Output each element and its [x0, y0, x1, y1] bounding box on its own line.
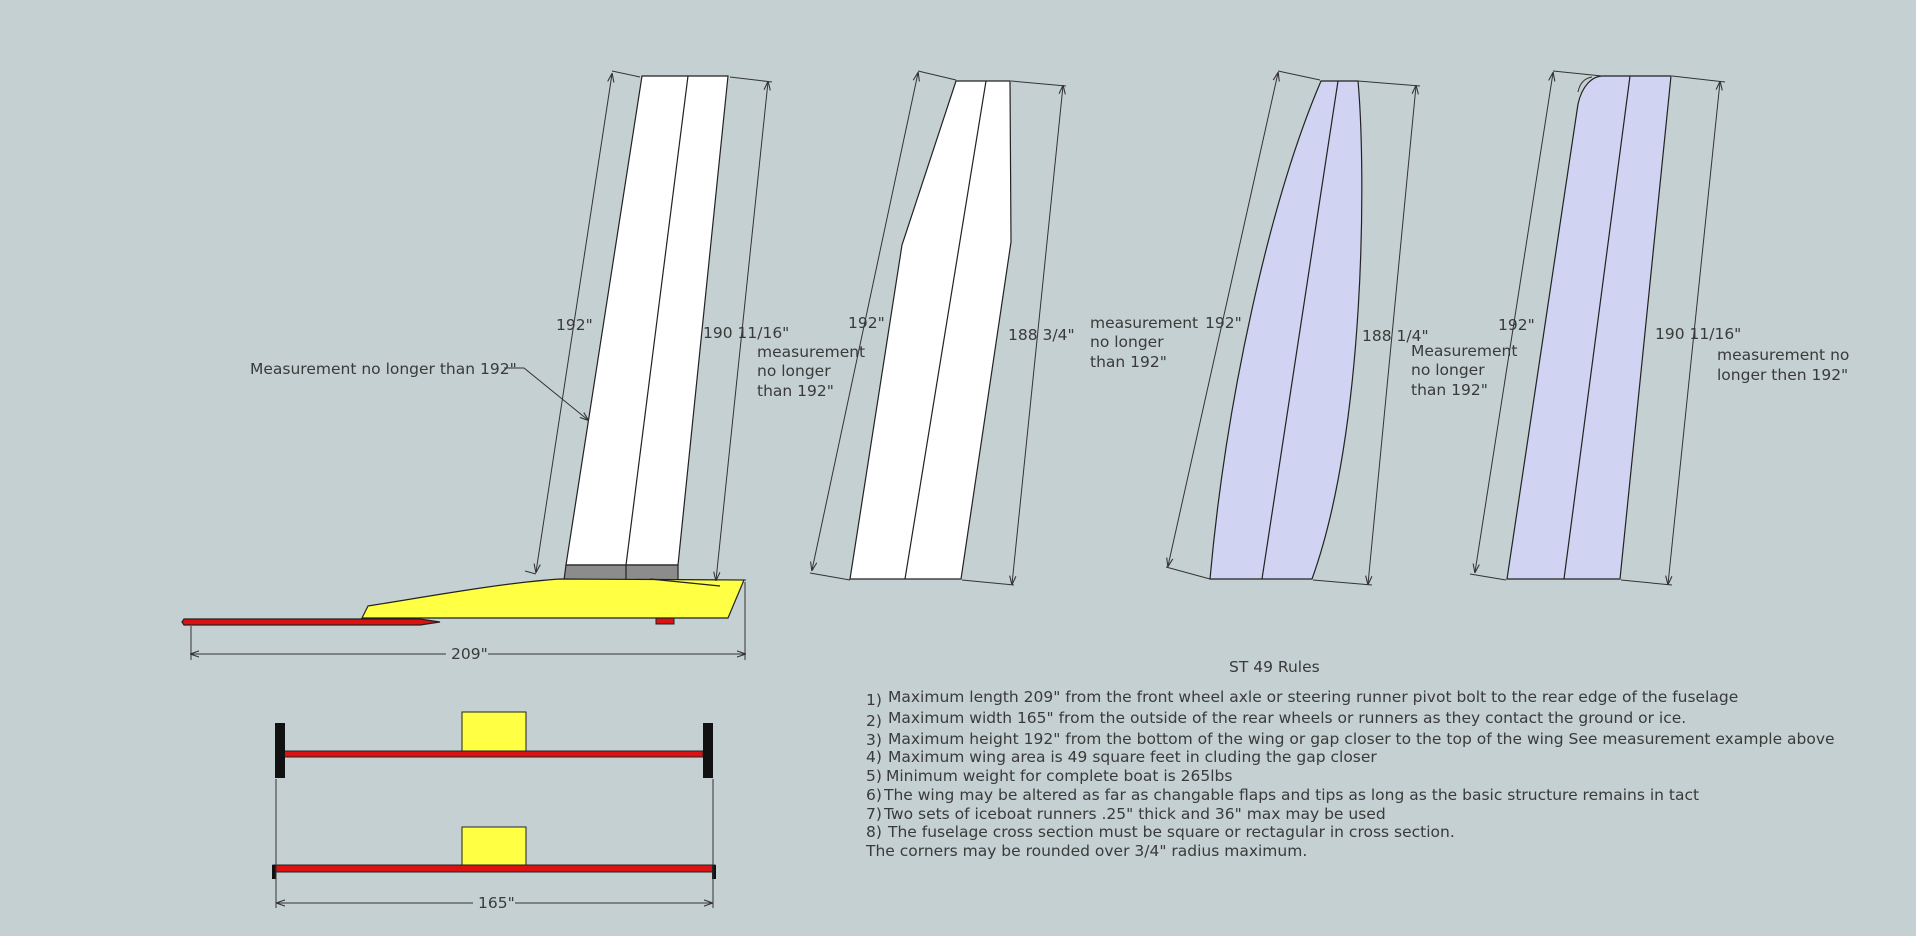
rule-2-text: Maximum width 165" from the outside of the rear wheels or runners as they contact the ground or ice. — [888, 709, 1687, 727]
rule-7-number: 7) — [866, 805, 882, 823]
wing-2-view — [810, 71, 1198, 585]
lower-fuselage-section — [462, 827, 526, 867]
wing-3-view — [1166, 71, 1517, 585]
rule-3-text: Maximum height 192" from the bottom of the wing or gap closer to the top of the wing See measurement example above — [888, 730, 1835, 748]
wing-3-note-line-3: than 192" — [1411, 381, 1488, 399]
side-view — [182, 71, 865, 663]
gap-closer — [564, 565, 678, 580]
lower-left-runner — [272, 865, 276, 879]
rear-runner — [656, 618, 674, 624]
length-label: 209" — [451, 645, 488, 663]
wing-4-note-line-2: longer then 192" — [1717, 366, 1849, 384]
rules-block — [865, 658, 1835, 860]
wing-2-left-label: 192" — [848, 314, 885, 332]
wing-1-note-line-1: measurement — [757, 343, 866, 361]
wing-3-left-label: 192" — [1205, 314, 1242, 332]
measurement-callout: Measurement no longer than 192" — [250, 360, 517, 378]
rule-5-number: 5) — [866, 767, 882, 785]
wing-2-note-line-3: than 192" — [1090, 353, 1167, 371]
upper-fuselage-section — [462, 712, 526, 754]
rule-6-text: The wing may be altered as far as changable flaps and tips as long as the basic structure remains in tact — [884, 786, 1700, 804]
rule-2-number: 2) — [866, 712, 882, 730]
wing-1-trailing-label: 190 11/16" — [703, 324, 790, 342]
upper-right-wheel — [703, 723, 713, 778]
rule-3-number: 3) — [866, 731, 882, 749]
wing-1-height-label: 192" — [556, 316, 593, 334]
wing-2-note-line-1: measurement — [1090, 314, 1199, 332]
wing-4-left-label: 192" — [1498, 316, 1535, 334]
rule-7-text: Two sets of iceboat runners .25" thick and 36" max may be used — [884, 805, 1386, 823]
rule-1-text: Maximum length 209" from the front wheel axle or steering runner pivot bolt to the rear edge of the fuselage — [888, 688, 1739, 706]
rule-4-number: 4) — [866, 748, 882, 766]
rule-5-text: Minimum weight for complete boat is 265lbs — [886, 767, 1233, 785]
fuselage — [362, 579, 744, 618]
front-view — [272, 712, 716, 912]
wing-1-note-line-2: no longer — [757, 362, 831, 380]
rule-8-text: The fuselage cross section must be square or rectagular in cross section. — [888, 823, 1455, 841]
wing-2-note-line-2: no longer — [1090, 333, 1164, 351]
rule-8-number: 8) — [866, 823, 882, 841]
runner-plank — [182, 619, 440, 625]
wing-4-note-line-1: measurement no — [1717, 346, 1850, 364]
rule-6-number: 6) — [866, 786, 882, 804]
rule-4-text: Maximum wing area is 49 square feet in cluding the gap closer — [888, 748, 1377, 766]
upper-left-wheel — [275, 723, 285, 778]
wing-3-right-label: 188 1/4" — [1362, 327, 1429, 345]
rules-footer: The corners may be rounded over 3/4" radius maximum. — [866, 842, 1308, 860]
wing-3-note-line-1: Measurement — [1411, 342, 1518, 360]
wing-4-right-label: 190 11/16" — [1655, 325, 1742, 343]
wing-2-right-label: 188 3/4" — [1008, 326, 1075, 344]
wing-3-note-line-2: no longer — [1411, 361, 1485, 379]
wing-1-note-line-3: than 192" — [757, 382, 834, 400]
lower-runner-plank — [273, 865, 715, 872]
wing-4-view — [1470, 71, 1849, 585]
upper-runner-plank — [283, 751, 703, 757]
width-label: 165" — [478, 894, 515, 912]
rules-title: ST 49 Rules — [1229, 658, 1320, 676]
rule-1-number: 1) — [866, 691, 882, 709]
